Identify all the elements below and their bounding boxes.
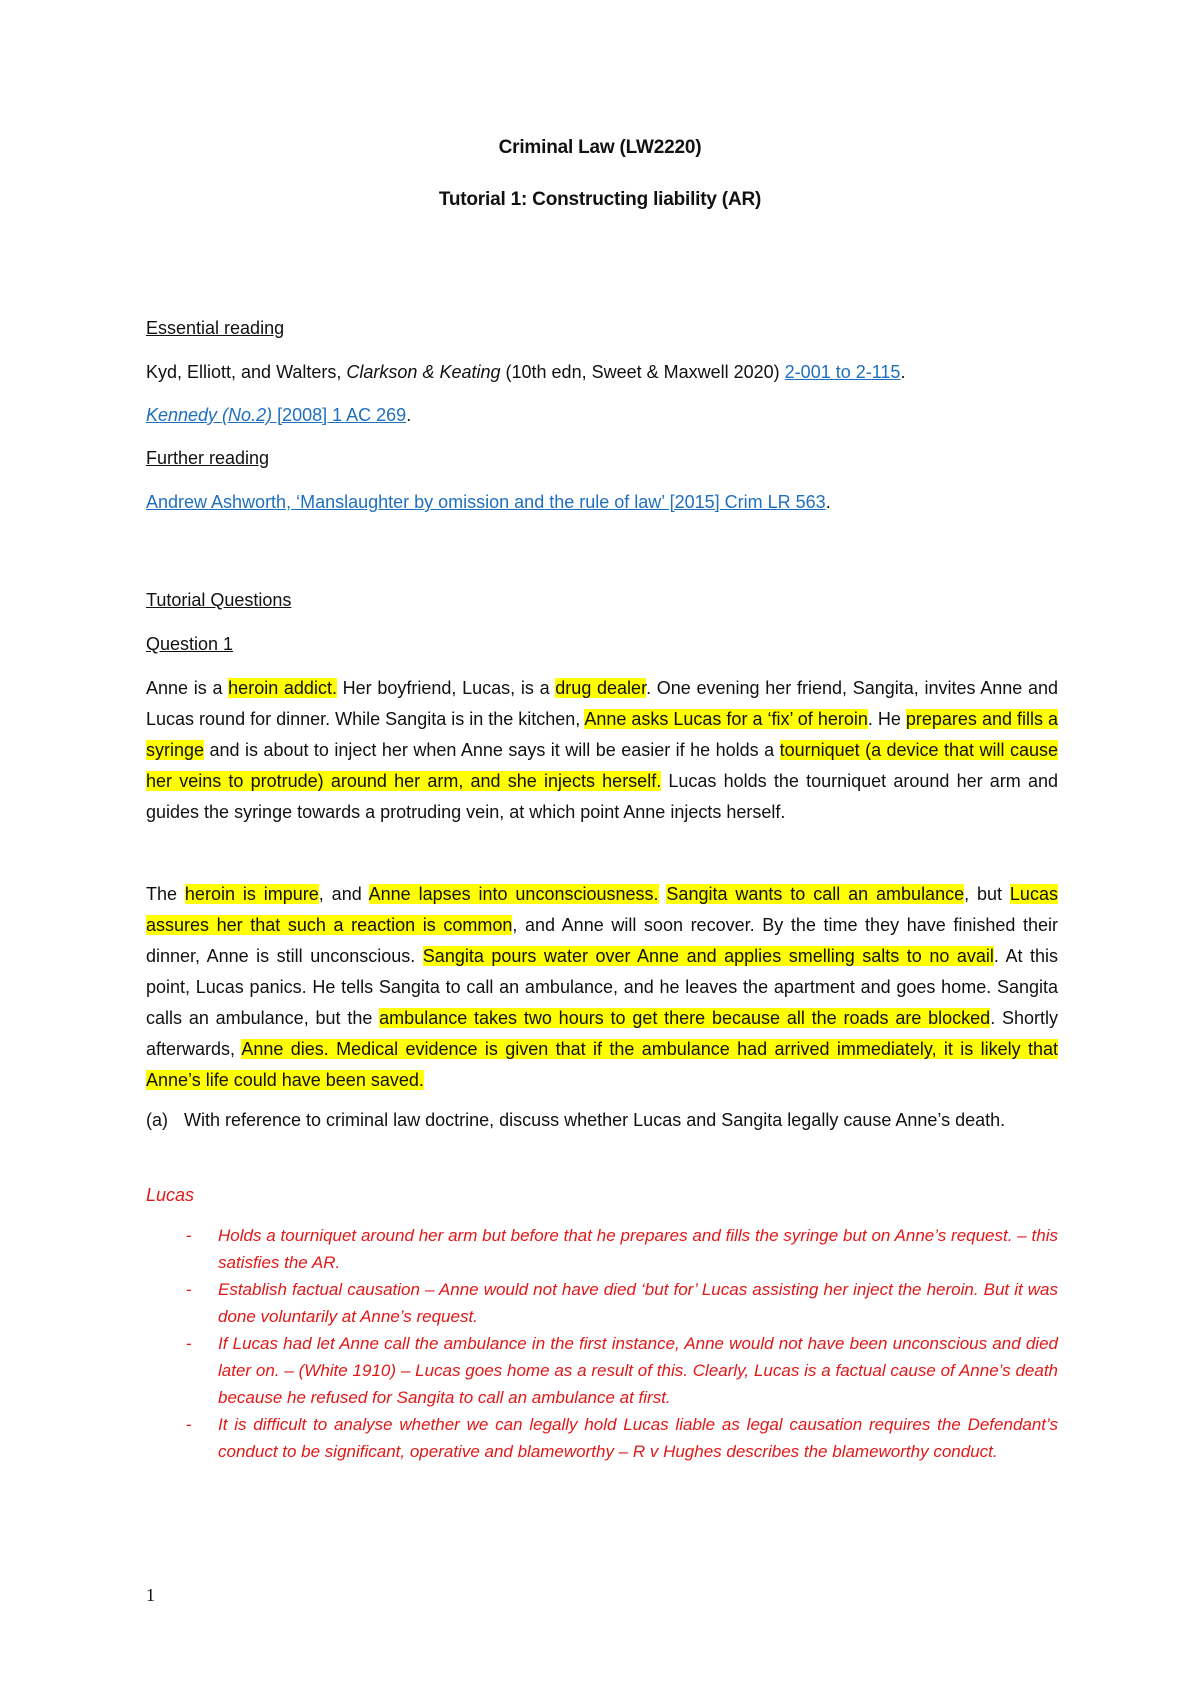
highlighted-text: heroin is impure [184, 884, 319, 904]
answer-bullet [186, 1411, 1058, 1465]
page-number: 1 [146, 1585, 155, 1605]
highlighted-text: tourniquet (a device that will cause her veins to protrude) around her arm, and she injects herself. [146, 740, 1058, 791]
answer-bullet-text: Holds a tourniquet around her arm but before that he prepares and fills the syringe but on Anne’s request. – this satisfies the AR. [218, 1226, 1058, 1272]
paragraph-text: Her boyfriend, Lucas, is a [336, 678, 556, 698]
paragraph-text: , and Anne will soon recover. By the time they have finished their dinner, Anne is still unconscious. [146, 915, 1058, 966]
answer-heading-lucas: Lucas [146, 1185, 195, 1205]
kyd-authors: Kyd, Elliott, and Walters, [146, 362, 347, 382]
highlighted-text: drug dealer [555, 678, 647, 698]
highlighted-text: Sangita wants to call an ambulance [666, 884, 965, 904]
kennedy-end: . [406, 405, 412, 425]
reading-kyd [146, 362, 1058, 383]
paragraph-text: , but [964, 884, 1010, 904]
answer-bullet-list [186, 1222, 1058, 1465]
dash-bullet-icon: - [186, 1226, 192, 1245]
answer-bullet-text: It is difficult to analyse whether we can legally hold Lucas liable as legal causation requires the Defendant’s conduct to be significant, operative and blameworthy – R v Hughes describes the blameworthy conduct. [218, 1415, 1058, 1461]
highlighted-text: prepares and fills a syringe [146, 709, 1058, 760]
paragraph-text: The [146, 884, 185, 904]
answer-bullet [186, 1330, 1058, 1411]
paragraph-text: Lucas holds the tourniquet around her arm and guides the syringe towards a protruding vein, at which point Anne injects herself. [146, 771, 1058, 822]
kennedy-case-link[interactable]: Kennedy (No.2) [146, 405, 273, 425]
kennedy-citation-link[interactable]: [2008] 1 AC 269 [272, 405, 407, 425]
essential-reading-heading: Essential reading [146, 318, 285, 338]
scenario-paragraph-2 [146, 879, 1058, 1096]
reading-kennedy [146, 405, 1058, 426]
ashworth-end: . [825, 492, 831, 512]
paragraph-text: Anne is a [146, 678, 229, 698]
answer-bullet-text: Establish factual causation – Anne would not have died ‘but for’ Lucas assisting her inject the heroin. But it was done voluntarily at Anne’s request. [218, 1280, 1058, 1326]
highlighted-text: Sangita pours water over Anne and applies smelling salts to no avail [422, 946, 994, 966]
question-a [146, 1105, 1058, 1136]
highlighted-text: heroin addict. [228, 678, 337, 698]
tutorial-questions-heading: Tutorial Questions [146, 590, 292, 610]
kyd-book-title: Clarkson & Keating [346, 362, 501, 382]
kyd-end: . [900, 362, 906, 382]
dash-bullet-icon: - [186, 1334, 192, 1353]
question-1-heading: Question 1 [146, 634, 234, 654]
answer-bullet [186, 1276, 1058, 1330]
paragraph-text: . Shortly afterwards, [146, 1008, 1059, 1059]
dash-bullet-icon: - [186, 1415, 192, 1434]
highlighted-text: Lucas assures her that such a reaction is common [146, 884, 1058, 935]
question-a-text: With reference to criminal law doctrine, discuss whether Lucas and Sangita legally cause Anne’s death. [184, 1110, 1006, 1130]
question-a-label: (a) [146, 1110, 168, 1130]
paragraph-text: . One evening her friend, Sangita, invites Anne and Lucas round for dinner. While Sangita is in the kitchen, [146, 678, 1058, 729]
kyd-paragraphs-link[interactable]: 2-001 to 2-115 [784, 362, 901, 382]
highlighted-text: Anne lapses into unconsciousness. [368, 884, 659, 904]
highlighted-text: Anne asks Lucas for a ‘fix’ of heroin [584, 709, 868, 729]
paragraph-text: . He [867, 709, 906, 729]
highlighted-text: ambulance takes two hours to get there because all the roads are blocked [379, 1008, 991, 1028]
further-reading-heading: Further reading [146, 448, 270, 468]
paragraph-text: and is about to inject her when Anne says it will be easier if he holds a [204, 740, 780, 760]
kyd-edition: (10th edn, Sweet & Maxwell 2020) [500, 362, 785, 382]
dash-bullet-icon: - [186, 1280, 192, 1299]
paragraph-text: . At this point, Lucas panics. He tells Sangita to call an ambulance, and he leaves the apartment and goes home. Sangita calls an ambulance, but the [146, 946, 1059, 1028]
highlighted-text: Anne dies. Medical evidence is given that if the ambulance had arrived immediately, it is likely that Anne’s life could have been saved. [146, 1039, 1058, 1090]
tutorial-title: Tutorial 1: Constructing liability (AR) [438, 189, 762, 210]
ashworth-article-link[interactable]: Andrew Ashworth, ‘Manslaughter by omission and the rule of law’ [2015] Crim LR 563 [146, 492, 826, 512]
reading-ashworth [146, 492, 1058, 513]
answer-bullet [186, 1222, 1058, 1276]
answer-bullet-text: If Lucas had let Anne call the ambulance in the first instance, Anne would not have been unconscious and died later on. – (White 1910) – Lucas goes home as a result of this. Clearly, Lucas is a factual cause of Anne’s death because he refused for Sangita to call an ambulance at first. [218, 1334, 1058, 1407]
scenario-paragraph-1 [146, 673, 1058, 828]
paragraph-text: , and [318, 884, 369, 904]
course-title: Criminal Law (LW2220) [498, 137, 702, 158]
